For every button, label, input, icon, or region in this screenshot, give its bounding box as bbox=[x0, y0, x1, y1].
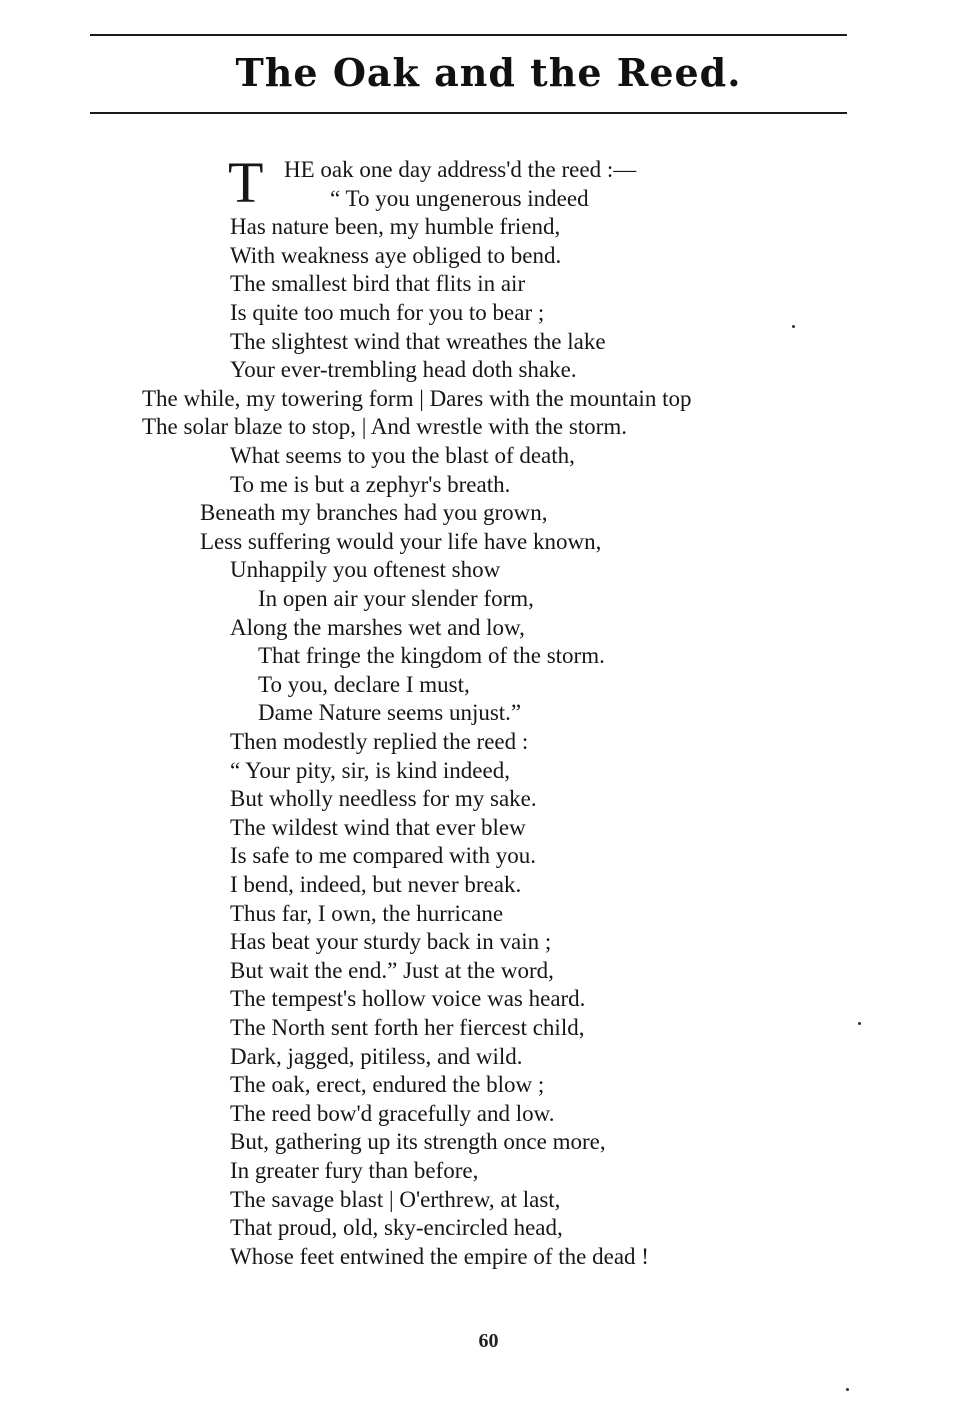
poem-line: In open air your slender form, bbox=[258, 586, 534, 611]
print-speck bbox=[858, 1022, 861, 1025]
poem-line: In greater fury than before, bbox=[230, 1158, 479, 1183]
poem-line: Has nature been, my humble friend, bbox=[230, 214, 561, 240]
poem-line: Your ever-trembling head doth shake. bbox=[230, 357, 577, 383]
bottom-rule bbox=[90, 112, 847, 114]
poem-line: To you, declare I must, bbox=[258, 671, 470, 697]
page-number: 60 bbox=[478, 1330, 499, 1352]
poem-line: “ To you ungenerous indeed bbox=[330, 185, 589, 211]
poem-line: Has beat your sturdy back in vain ; bbox=[230, 929, 552, 955]
poem-line: With weakness aye obliged to bend. bbox=[230, 242, 562, 268]
poem-line: The solar blaze to stop, | And wrestle with the storm. bbox=[142, 414, 627, 440]
poem-line: But wholly needless for my sake. bbox=[230, 786, 537, 812]
poem-line: The smallest bird that flits in air bbox=[230, 271, 526, 297]
top-rule bbox=[90, 34, 847, 36]
poem-line: Along the marshes wet and low, bbox=[230, 614, 525, 640]
poem-line: To me is but a zephyr's breath. bbox=[230, 471, 511, 497]
poem-line: The North sent forth her fiercest child, bbox=[230, 1015, 585, 1040]
poem-line: The wildest wind that ever blew bbox=[230, 814, 526, 840]
poem-line: Whose feet entwined the empire of the dead ! bbox=[230, 1243, 649, 1269]
poem-line: Is quite too much for you to bear ; bbox=[230, 300, 545, 325]
poem-line: The reed bow'd gracefully and low. bbox=[230, 1100, 555, 1126]
poem-line: The tempest's hollow voice was heard. bbox=[230, 986, 586, 1012]
poem-line: The while, my towering form | Dares with the mountain top bbox=[142, 385, 692, 411]
poem-line: That fringe the kingdom of the storm. bbox=[258, 643, 605, 669]
poem-line: Dark, jagged, pitiless, and wild. bbox=[230, 1043, 523, 1069]
poem-line: Less suffering would your life have known, bbox=[200, 528, 602, 554]
print-speck bbox=[792, 325, 795, 328]
poem-line: That proud, old, sky-encircled head, bbox=[230, 1215, 563, 1241]
print-speck bbox=[846, 1388, 849, 1391]
poem-line: But, gathering up its strength once more, bbox=[230, 1129, 606, 1155]
poem-line: The slightest wind that wreathes the lake bbox=[230, 328, 606, 354]
poem-line: Then modestly replied the reed : bbox=[230, 729, 529, 754]
page-title: The Oak and the Reed. bbox=[235, 50, 742, 95]
poem-line: Unhappily you oftenest show bbox=[230, 557, 501, 583]
poem-line: Thus far, I own, the hurricane bbox=[230, 900, 504, 926]
poem-line: But wait the end.” Just at the word, bbox=[230, 957, 554, 983]
poem-line: HE oak one day address'd the reed :— bbox=[284, 157, 637, 182]
poem-line: Is safe to me compared with you. bbox=[230, 843, 536, 869]
poem-line: What seems to you the blast of death, bbox=[230, 443, 575, 468]
poem-line: The oak, erect, endured the blow ; bbox=[230, 1072, 545, 1098]
poem-line: Beneath my branches had you grown, bbox=[200, 500, 548, 526]
poem-line: Dame Nature seems unjust.” bbox=[258, 700, 522, 726]
poem-line: The savage blast | O'erthrew, at last, bbox=[230, 1186, 561, 1212]
poem-line: I bend, indeed, but never break. bbox=[230, 872, 522, 897]
drop-cap: T bbox=[228, 150, 264, 215]
poem-line: “ Your pity, sir, is kind indeed, bbox=[230, 757, 510, 783]
